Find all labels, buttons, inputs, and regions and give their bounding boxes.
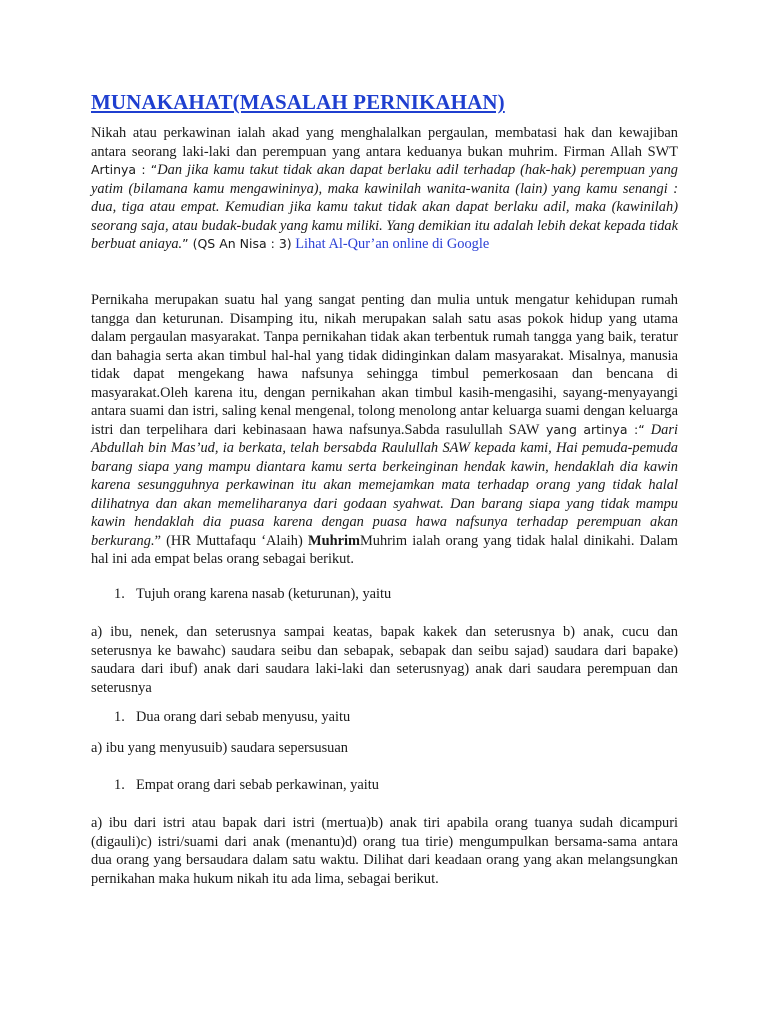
paragraph-menyusu: a) ibu yang menyusuib) saudara sepersusuan xyxy=(91,740,348,756)
intro-text: Nikah atau perkawinan ialah akad yang menghalalkan pergaulan, membatasi hak dan kewajiban antara seorang laki-laki dan perempuan yang antara keduanya bukan muhrim. Firman Allah SWT xyxy=(91,125,678,160)
intro-quote: Dan jika kamu takut tidak akan dapat berlaku adil terhadap (hak-hak) perempuan yang yatim (bilamana kamu mengawininya), maka kawinilah wanita-wanita (lain) yang kamu senangi : dua, tiga atau empat. Kemudian jika kamu takut tidak akan dapat berlaku adil, maka (kawinilah) seorang saja, atau budak-budak yang kamu miliki. Yang demikian itu adalah lebih dekat kepada tidak berbuat aniaya. xyxy=(91,162,679,252)
pernikahan-artinya: yang artinya :“ xyxy=(539,421,645,437)
list-number: 1. xyxy=(114,709,125,725)
paragraph-pernikahan xyxy=(91,291,678,569)
list-item xyxy=(114,776,379,794)
hadith-citation: ” (HR Muttafaqu ‘Alaih) xyxy=(154,532,303,549)
list-text: Tujuh orang karena nasab (keturunan), yaitu xyxy=(136,586,392,602)
intro-citation: ” (QS An Nisa : 3) xyxy=(182,236,292,251)
paragraph-intro xyxy=(91,124,678,254)
list-text: Dua orang dari sebab menyusu, yaitu xyxy=(136,709,351,725)
list-text: Empat orang dari sebab perkawinan, yaitu xyxy=(136,777,379,793)
page-title: MUNAKAHAT(MASALAH PERNIKAHAN) xyxy=(91,90,505,114)
muhrim-definition: Muhrim ialah orang yang tidak halal dinikahi. Dalam hal ini ada empat belas orang sebagai berikut. xyxy=(91,532,678,567)
list-item xyxy=(114,708,350,726)
list-item xyxy=(114,585,391,603)
muhrim-heading: Muhrim xyxy=(307,532,360,549)
intro-artinya: Artinya : “ xyxy=(91,162,158,177)
pernikahan-text: Pernikaha merupakan suatu hal yang sangat penting dan mulia untuk mengatur kehidupan rumah tangga dan keturunan. Disamping itu, nikah merupakan salah satu asas pokok hidup yang utama dalam pergaulan masyarakat. Tanpa pernikahan tidak akan terbentuk rumah tangga yang baik, teratur dan bahagia serta akan timbul hal-hal yang tidak didinginkan dalam masyarakat. Misalnya, manusia tidak dapat mengekang hawa nafsunya sehingga timbul pemerkosaan dan bencana di masyarakat.Oleh karena itu, dengan pernikahan akan timbul kasih-mengasihi, sayang-menyayangi antara suami dan istri, saling kenal mengenal, tolong menolong antar keluarga suami dengan keluarga istri dan terpelihara dari kebinasaan hawa nafsunya.Sabda rasulullah SAW xyxy=(91,292,678,438)
list-number: 1. xyxy=(114,777,125,793)
paragraph-nasab: a) ibu, nenek, dan seterusnya sampai keatas, bapak kakek dan seterusnya b) anak, cucu dan seterusnya ke bawahc) saudara seibu dan sebapak, sebapak dan seibu sajad) saudara dari bapake) saudara dari ibuf) anak dari saudara laki-laki dan seterusnyag) anak dari saudara perempuan dan seterusnya xyxy=(91,624,678,696)
paragraph-perkawinan: a) ibu dari istri atau bapak dari istri (mertua)b) anak tiri apabila orang tuanya sudah dicampuri (digauli)c) istri/suami dari anak (menantu)d) orang tua tirie) mengumpulkan bersama-sama antara dua orang yang bersaudara dalam satu waktu. Dilihat dari keadaan orang yang akan melangsungkan pernikahan maka hukum nikah itu ada lima, sebagai berikut. xyxy=(91,815,678,887)
list-number: 1. xyxy=(114,586,125,602)
quran-link[interactable]: Lihat Al-Qur’an online di Google xyxy=(295,236,490,252)
hadith-quote: Dari Abdullah bin Mas’ud, ia berkata, telah bersabda Raulullah SAW kepada kami, Hai pemuda-pemuda barang siapa yang mampu diantara kamu serta berkeinginan hendak kawin, hendaklah dia kawin karena sesungguhnya perkawinan itu akan memejamkan mata terhadap orang yang tidak halal dilihatnya dan akan memeliharanya dari godaan syahwat. Dan barang siapa yang tidak mampu kawin hendaklah dia puasa karena dengan puasa hawa nafsunya terhadap perempuan akan berkurang. xyxy=(91,421,678,549)
